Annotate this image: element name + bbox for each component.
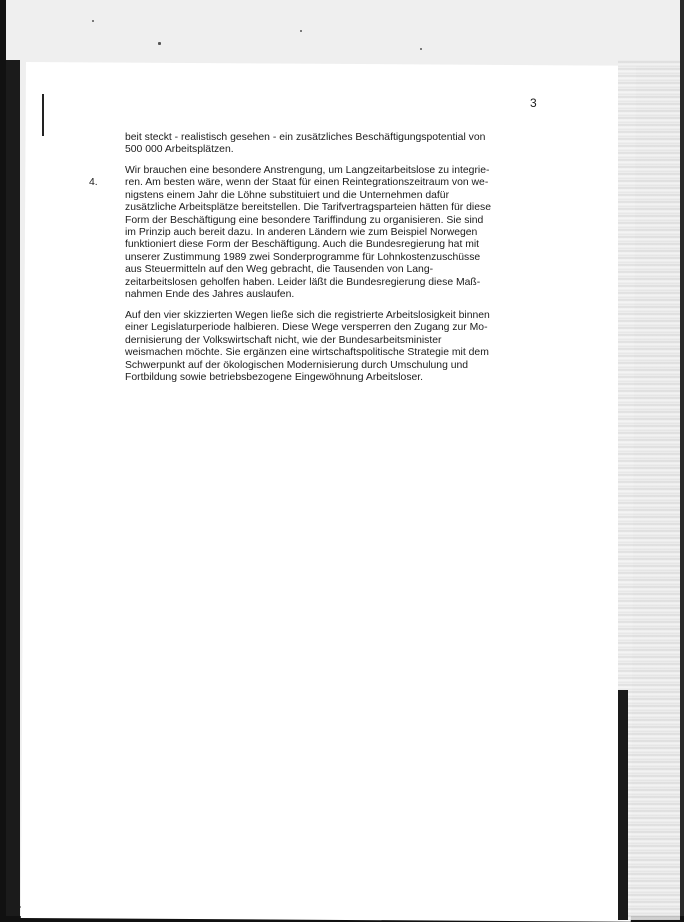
text-line: dernisierung der Volkswirtschaft nicht, wie der Bundesarbeitsminister (125, 334, 442, 346)
continuation-paragraph (125, 132, 485, 157)
scan-shadow-right (618, 690, 628, 920)
text-line: Schwerpunkt auf der ökologischen Modernisierung durch Umschulung und (125, 359, 469, 371)
text-line: beit steckt - realistisch gesehen - ein zusätzliches Beschäftigungspotential von (125, 132, 486, 143)
text-line: zusätzliche Arbeitsplätze bereitstellen. Die Tarifvertragsparteien hätten für diese (125, 202, 491, 214)
list-item-number: 4. (89, 177, 98, 188)
closing-paragraph (125, 310, 489, 384)
text-line: unserer Zustimmung 1989 zwei Sonderprogramme für Lohnkostenzuschüsse (125, 251, 481, 263)
text-line: einer Legislaturperiode halbieren. Diese Wege versperren den Zugang zur Mo- (125, 322, 488, 334)
text-line: Wir brauchen eine besondere Anstrengung, um Langzeitarbeitslose zu integrie- (125, 165, 490, 176)
scan-speck (92, 20, 94, 22)
text-line: aus Steuermitteln auf den Weg gebracht, die Tausenden von Lang- (125, 264, 434, 276)
scan-speck (300, 30, 302, 32)
text-line: funktioniert diese Form der Beschäftigung. Auch die Bundesregierung hat mit (125, 239, 480, 251)
text-line: nahmen Ende des Jahres auslaufen. (125, 289, 295, 301)
scan-edge-left-shadow (6, 60, 20, 922)
text-line: nigstens einem Jahr die Löhne substituiert und die Unternehmen dafür (125, 189, 450, 201)
text-line: weismachen möchte. Sie ergänzen eine wirtschaftspolitische Strategie mit dem (125, 347, 489, 359)
text-line: Auf den vier skizzierten Wegen ließe sich die registrierte Arbeitslosigkeit binnen (125, 310, 490, 321)
text-line: 500 000 Arbeitsplätzen. (125, 144, 234, 156)
scan-speck (420, 48, 422, 50)
list-item-paragraph (125, 165, 491, 301)
text-line: Fortbildung sowie betriebsbezogene Eingewöhnung Arbeitsloser. (125, 372, 424, 384)
margin-mark (42, 94, 44, 136)
text-line: Form der Beschäftigung eine besondere Tariffindung zu organisieren. Sie sind (125, 214, 484, 226)
scan-edge-right (680, 0, 684, 922)
page-number: 3 (530, 96, 538, 110)
text-line: im Prinzip auch bereit dazu. In anderen Ländern wie zum Beispiel Norwegen (125, 227, 478, 239)
scan-speck (158, 42, 161, 45)
text-line: zeitarbeitslosen geholfen haben. Leider läßt die Bundesregierung diese Maß- (125, 276, 481, 288)
text-line: ren. Am besten wäre, wenn der Staat für einen Reintegrationszeitraum von we- (125, 177, 489, 189)
